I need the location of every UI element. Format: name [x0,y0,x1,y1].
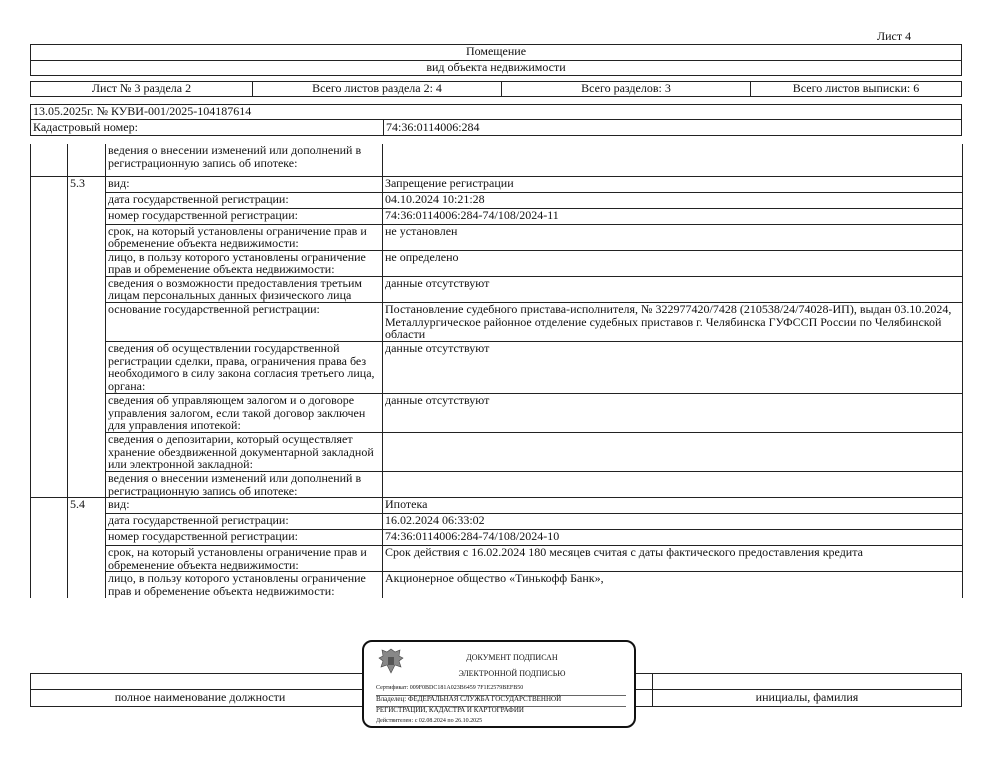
table-row [31,176,963,192]
field-label: основание государственной регистрации: [106,303,383,342]
table-row [31,514,963,530]
field-value: не установлен [383,224,963,250]
table-row [31,208,963,224]
field-value: не определено [383,250,963,276]
blank-cell [31,433,68,472]
section-number [68,208,106,224]
table-row [31,276,963,302]
section-number: 5.3 [68,176,106,192]
cadastral-row [30,120,962,136]
blank-cell [31,224,68,250]
table-row [31,530,963,546]
blank-cell [31,394,68,433]
total-sections: Всего разделов: 3 [502,82,751,96]
table-row [31,192,963,208]
field-value: Акционерное общество «Тинькофф Банк», [383,572,963,598]
field-value [383,144,963,176]
field-value: 16.02.2024 06:33:02 [383,514,963,530]
field-label: вид: [106,176,383,192]
table-row [31,342,963,394]
blank-cell [31,276,68,302]
section-number [68,250,106,276]
section-number [68,342,106,394]
table-row [31,144,963,176]
table-row [31,394,963,433]
field-label: сведения о депозитарии, который осуществляет хранение обездвиженной документарной закладной или электронной закладной: [106,433,383,472]
total-sheets: Всего листов выписки: 6 [792,81,920,95]
blank-cell [31,192,68,208]
field-label: номер государственной регистрации: [106,530,383,546]
stamp-validity: Действителен: с 02.08.2024 по 26.10.2025 [376,718,483,724]
section-number [68,433,106,472]
field-value: 74:36:0114006:284-74/108/2024-11 [383,208,963,224]
section-number [68,192,106,208]
section-number [68,276,106,302]
stamp-subtitle: ЭЛЕКТРОННОЙ ПОДПИСЬЮ [458,669,566,678]
table-row [31,250,963,276]
sheet-of-section: Лист № 3 раздела 2 [31,82,253,96]
section-number [68,546,106,572]
section-number [68,530,106,546]
field-label: дата государственной регистрации: [106,192,383,208]
blank-cell [31,303,68,342]
table-row [31,498,963,514]
section-number: 5.4 [68,498,106,514]
field-label: ведения о внесении изменений или дополнений в регистрационную запись об ипотеке: [106,472,383,498]
field-value: Постановление судебного пристава-исполнителя, № 322977420/7428 (210538/24/74028-ИП), выдан 03.10.2024, Металлургическое районное отделение судебных приставов г. Челябинска ГУФССП России по Челябинской области [383,303,963,342]
field-value: Запрещение регистрации [383,176,963,192]
stamp-owner-1: Владелец: ФЕДЕРАЛЬНАЯ СЛУЖБА ГОСУДАРСТВЕННОЙ [376,695,562,703]
cadastral-value: 74:36:0114006:284 [383,120,480,135]
section-number [68,472,106,498]
table-row [31,472,963,498]
blank-cell [31,208,68,224]
sheet-info-row [30,81,962,97]
field-label: сведения об управляющем залогом и о договоре управления залогом, если такой договор заключен для управления ипотекой: [106,394,383,433]
cadastral-label: Кадастровый номер: [33,120,138,134]
object-type-caption: вид объекта недвижимости [30,60,962,76]
electronic-signature-stamp [362,640,636,728]
section-number [68,224,106,250]
field-label: вид: [106,498,383,514]
blank-cell [31,546,68,572]
position-label: полное наименование должности [114,690,286,704]
field-label: срок, на который установлены ограничение прав и обременение объекта недвижимости: [106,546,383,572]
sheet-number: Лист 4 [877,29,912,43]
field-label: срок, на который установлены ограничение прав и обременение объекта недвижимости: [106,224,383,250]
field-value: данные отсутствуют [383,394,963,433]
field-label: ведения о внесении изменений или дополнений в регистрационную запись об ипотеке: [106,144,383,176]
table-row [31,224,963,250]
blank-cell [31,144,68,176]
encumbrance-table [30,144,963,598]
blank-cell [31,250,68,276]
blank-cell [31,514,68,530]
stamp-certificate: Сертификат: 009F0BDC181A023B6459 7F1E2579BEFB50 [376,685,524,691]
blank-cell [31,530,68,546]
field-value: Срок действия с 16.02.2024 180 месяцев считая с даты фактического предоставления кредита [383,546,963,572]
field-label: сведения об осуществлении государственной регистрации сделки, права, ограничения права без необходимого в силу закона согласия третьего лица, органа: [106,342,383,394]
field-value: данные отсутствуют [383,276,963,302]
object-type: Помещение [30,44,962,60]
section-number [68,144,106,176]
field-label: номер государственной регистрации: [106,208,383,224]
table-row [31,303,963,342]
coat-of-arms-icon [376,646,406,676]
total-sheets-section: Всего листов раздела 2: 4 [253,82,502,96]
section-number [68,514,106,530]
stamp-owner-2: РЕГИСТРАЦИИ, КАДАСТРА И КАРТОГРАФИИ [376,706,524,714]
field-value: Ипотека [383,498,963,514]
stamp-title: ДОКУМЕНТ ПОДПИСАН [466,653,558,662]
field-value [383,433,963,472]
field-value: 04.10.2024 10:21:28 [383,192,963,208]
blank-cell [31,472,68,498]
blank-cell [31,498,68,514]
table-row [31,572,963,598]
blank-cell [31,572,68,598]
field-value: 74:36:0114006:284-74/108/2024-10 [383,530,963,546]
section-number [68,303,106,342]
table-row [31,546,963,572]
field-label: лицо, в пользу которого установлены ограничение прав и обременение объекта недвижимости: [106,250,383,276]
field-label: лицо, в пользу которого установлены ограничение прав и обременение объекта недвижимости: [106,572,383,598]
section-number [68,394,106,433]
registration-number: 13.05.2025г. № КУВИ-001/2025-104187614 [30,104,962,120]
blank-cell [31,176,68,192]
section-number [68,572,106,598]
blank-cell [31,342,68,394]
field-label: дата государственной регистрации: [106,514,383,530]
field-value: данные отсутствуют [383,342,963,394]
field-label: сведения о возможности предоставления третьим лицам персональных данных физического лица [106,276,383,302]
field-value [383,472,963,498]
table-row [31,433,963,472]
name-label: инициалы, фамилия [755,690,859,704]
